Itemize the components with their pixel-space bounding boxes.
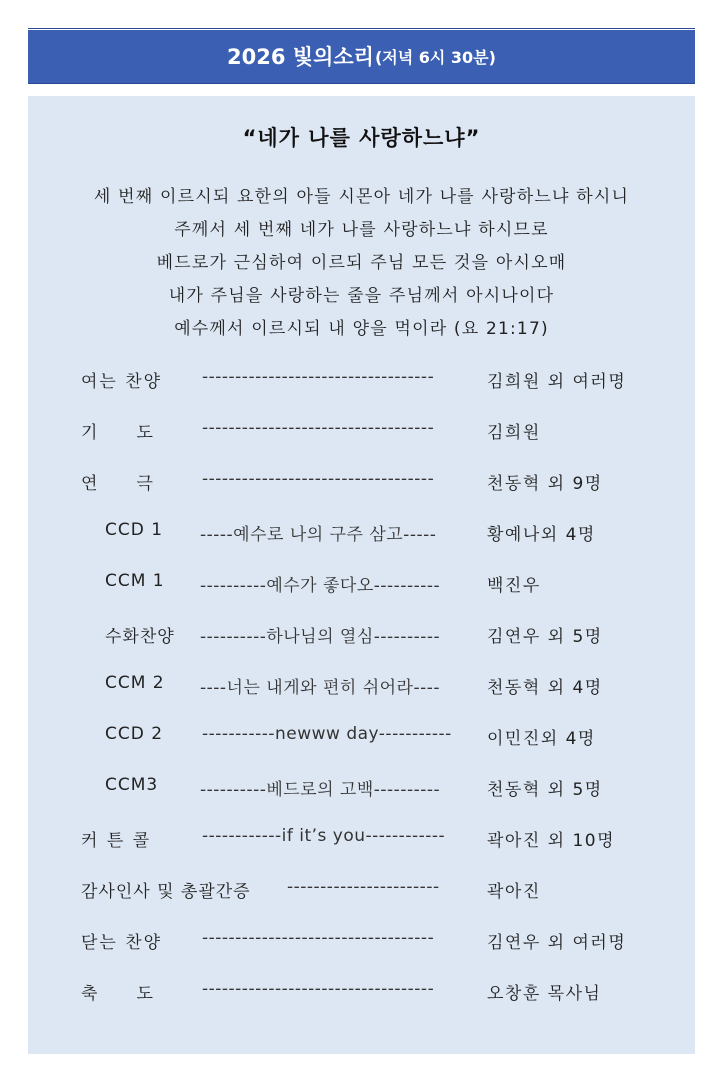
program-performer: 곽아진	[487, 882, 541, 902]
program-performer: 곽아진 외 10명	[487, 831, 616, 851]
program-detail: -----예수로 나의 구주 삼고-----	[200, 525, 437, 545]
header-time: (저녁 6시 30분)	[374, 47, 496, 67]
program-detail: -----------------------	[287, 877, 440, 897]
program-row	[0, 673, 723, 697]
program-detail: -----------------------------------	[202, 367, 435, 387]
program-performer: 김희원 외 여러명	[487, 372, 627, 392]
program-performer: 황예나외 4명	[487, 525, 596, 545]
program-label: 감사인사 및 총괄간증	[81, 882, 251, 902]
program-label: 축 도	[81, 984, 155, 1004]
program-detail: -----------------------------------	[202, 469, 435, 489]
program-detail: -----------------------------------	[202, 418, 435, 438]
program-detail: ------------if it’s you------------	[202, 826, 446, 846]
program-row	[0, 418, 723, 442]
program-detail: ----------하나님의 열심----------	[200, 627, 441, 647]
program-row	[0, 367, 723, 391]
program-detail: ----너는 내게와 편히 쉬어라----	[200, 678, 441, 698]
program-performer: 김연우 외 여러명	[487, 933, 627, 953]
program-performer: 천동혁 외 9명	[487, 474, 603, 494]
program-label: 여는 찬양	[81, 372, 163, 392]
program-label: 기 도	[81, 423, 155, 443]
program-detail: ----------예수가 좋다오----------	[200, 576, 441, 596]
program-row	[0, 877, 723, 901]
program-label: 닫는 찬양	[81, 933, 163, 953]
program-performer: 김연우 외 5명	[487, 627, 603, 647]
verse-line: 내가 주님을 사랑하는 줄을 주님께서 아시나이다	[168, 286, 555, 306]
program-row	[0, 979, 723, 1003]
program-header	[28, 28, 695, 84]
verse-line: 예수께서 이르시되 내 양을 먹이라 (요 21:17)	[174, 319, 549, 339]
program-label: CCD 1	[105, 520, 164, 540]
program-detail: -----------newww day-----------	[202, 724, 452, 744]
program-performer: 백진우	[487, 576, 541, 596]
program-row	[0, 469, 723, 493]
program-row	[0, 571, 723, 595]
program-performer: 오창훈 목사님	[487, 984, 602, 1004]
program-row	[0, 622, 723, 646]
program-row	[0, 724, 723, 748]
verse-title: “네가 나를 사랑하느냐”	[242, 126, 481, 150]
program-label: CCD 2	[105, 724, 164, 744]
program-performer: 이민진외 4명	[487, 729, 596, 749]
program-label: 연 극	[81, 474, 155, 494]
program-detail: -----------------------------------	[202, 928, 435, 948]
program-label: 수화찬양	[105, 627, 175, 647]
program-row	[0, 775, 723, 799]
program-detail: ----------베드로의 고백----------	[200, 780, 441, 800]
program-label: 커 튼 콜	[81, 831, 152, 851]
header-title: 2026 빛의소리	[227, 45, 374, 69]
program-row	[0, 520, 723, 544]
program-detail: -----------------------------------	[202, 979, 435, 999]
program-performer: 천동혁 외 4명	[487, 678, 603, 698]
program-row	[0, 928, 723, 952]
program-row	[0, 826, 723, 850]
verse-line: 베드로가 근심하여 이르되 주님 모든 것을 아시오매	[156, 253, 567, 273]
program-label: CCM 1	[105, 571, 165, 591]
program-label: CCM 2	[105, 673, 165, 693]
verse-line: 세 번째 이르시되 요한의 아들 시몬아 네가 나를 사랑하느냐 하시니	[93, 187, 630, 207]
program-performer: 김희원	[487, 423, 541, 443]
verse-line: 주께서 세 번째 네가 나를 사랑하느냐 하시므로	[174, 220, 549, 240]
program-label: CCM3	[105, 775, 159, 795]
program-performer: 천동혁 외 5명	[487, 780, 603, 800]
